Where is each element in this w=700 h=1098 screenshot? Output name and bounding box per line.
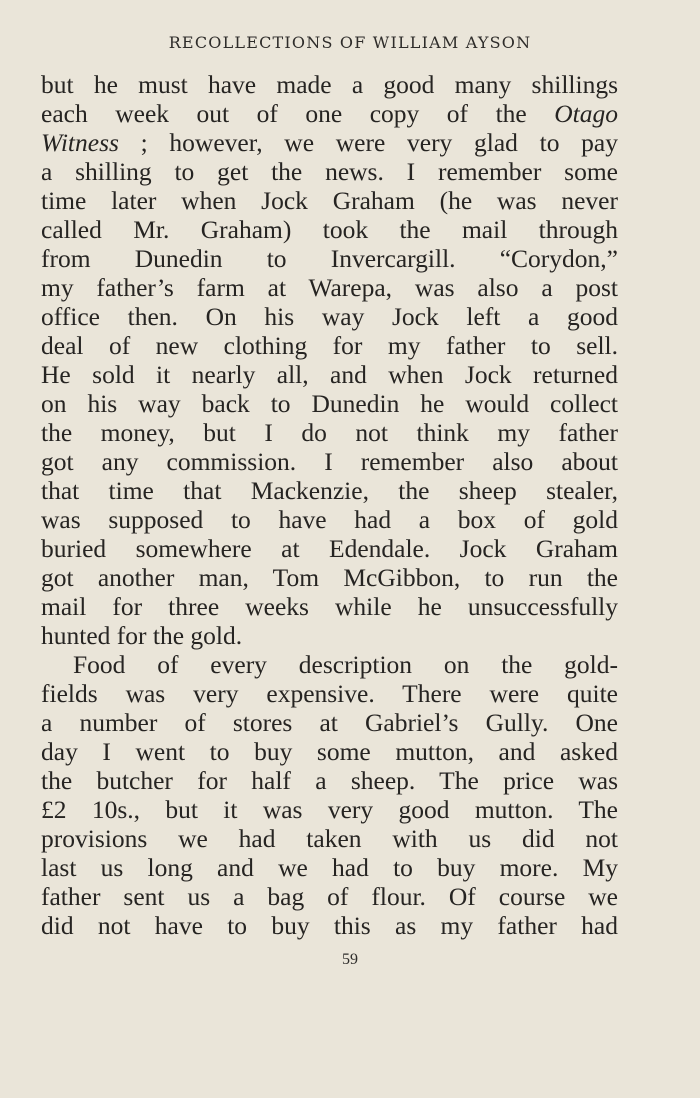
text-line: Food of every description on the gold- [73,650,618,679]
text-line: office then. On his way Jock left a good [41,302,618,331]
text-line: day I went to buy some mutton, and asked [41,737,618,766]
text-line: but he must have made a good many shillings [41,70,618,99]
text-line: the money, but I do not think my father [41,418,618,447]
body-text [41,70,618,940]
page-number: 59 [342,951,358,968]
text-line: on his way back to Dunedin he would collect [41,389,618,418]
text-line: deal of new clothing for my father to sell. [41,331,618,360]
text-segment: ; however, we were very glad to pay [118,128,618,157]
text-line: £2 10s., but it was very good mutton. The [41,795,618,824]
text-line: father sent us a bag of flour. Of course we [41,882,618,911]
text-line: called Mr. Graham) took the mail through [41,215,618,244]
text-line: from Dunedin to Invercargill. “Corydon,” [41,244,618,273]
italic-title-segment: Otago [554,99,618,128]
text-line: buried somewhere at Edendale. Jock Graham [41,534,618,563]
text-line: a shilling to get the news. I remember some [41,157,618,186]
text-line: was supposed to have had a box of gold [41,505,618,534]
text-line: got another man, Tom McGibbon, to run the [41,563,618,592]
text-line [41,99,618,128]
text-line: a number of stores at Gabriel’s Gully. One [41,708,618,737]
text-line: got any commission. I remember also about [41,447,618,476]
text-line: He sold it nearly all, and when Jock returned [41,360,618,389]
text-line: last us long and we had to buy more. My [41,853,618,882]
text-line: mail for three weeks while he unsuccessfully [41,592,618,621]
text-line: time later when Jock Graham (he was never [41,186,618,215]
text-line: my father’s farm at Warepa, was also a post [41,273,618,302]
text-line: did not have to buy this as my father had [41,911,618,940]
text-line: provisions we had taken with us did not [41,824,618,853]
text-line: fields was very expensive. There were quite [41,679,618,708]
text-line [41,128,618,157]
italic-title-segment: Witness [41,128,119,157]
text-line: that time that Mackenzie, the sheep stealer, [41,476,618,505]
text-line: the butcher for half a sheep. The price was [41,766,618,795]
text-segment: each week out of one copy of the [41,99,555,128]
running-head: RECOLLECTIONS OF WILLIAM AYSON [168,33,532,52]
text-line: hunted for the gold. [41,621,243,650]
